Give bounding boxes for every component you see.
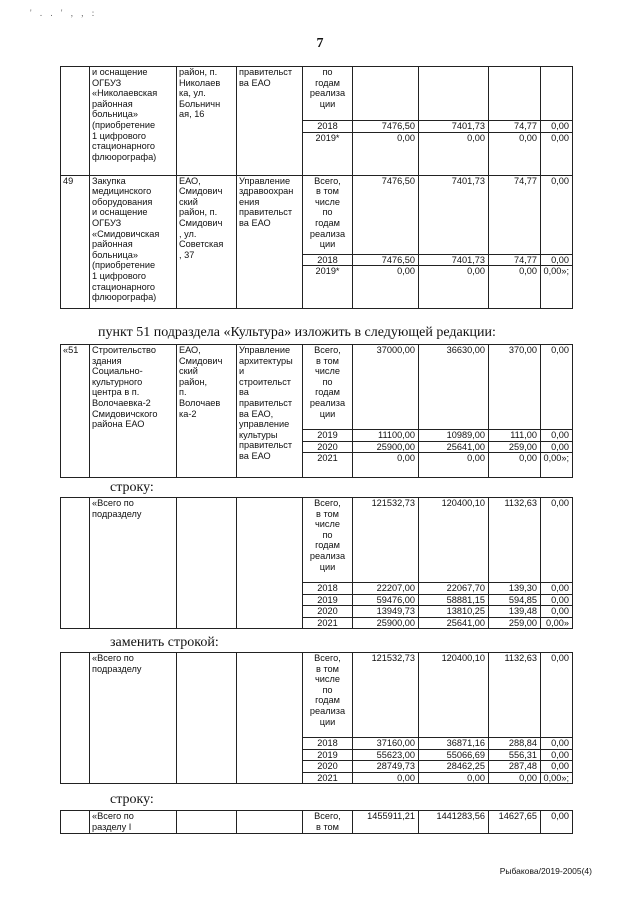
value-cell: 25641,00 xyxy=(419,441,489,453)
object-location: ЕАО, Смидович ский район, п. Волочаев ка-2 xyxy=(177,345,237,478)
total-value: 0,00 xyxy=(541,175,573,254)
year-cell: 2019* xyxy=(303,266,353,309)
total-value: 1132,63 xyxy=(489,653,541,738)
value-cell: 139,30 xyxy=(489,583,541,595)
total-value: 0,00 xyxy=(541,811,573,834)
value-cell: 0,00 xyxy=(419,132,489,175)
row-number: 49 xyxy=(61,175,90,309)
year-cell: 2019 xyxy=(303,430,353,442)
year-cell: 2019* xyxy=(303,132,353,175)
total-value: 370,00 xyxy=(489,345,541,430)
year-cell: 2021 xyxy=(303,453,353,478)
value-cell: 25900,00 xyxy=(353,441,419,453)
value-cell: 13810,25 xyxy=(419,606,489,618)
value-cell: 0,00 xyxy=(541,761,573,773)
total-value: 14627,65 xyxy=(489,811,541,834)
table-row xyxy=(61,811,573,834)
total-label: Всего, в том xyxy=(303,811,353,834)
total-value: 1455911,21 xyxy=(353,811,419,834)
value-cell: 0,00 xyxy=(419,266,489,309)
value-cell: 0,00 xyxy=(541,430,573,442)
total-label: Всего, в том числе по годам реализа ции xyxy=(303,345,353,430)
row-number xyxy=(61,653,90,784)
value-cell: 0,00 xyxy=(541,606,573,618)
object-name: и оснащение ОГБУЗ «Николаевская районная больница» (приобретение 1 цифрового стационарного флюорографа) xyxy=(90,67,177,176)
value-cell: 28749,73 xyxy=(353,761,419,773)
total-value: 0,00 xyxy=(541,653,573,738)
responsible-org: Управление архитектуры и строительст ва правительст ва ЕАО, управление культуры правительст ва ЕАО xyxy=(237,345,303,478)
total-label: Всего, в том числе по годам реализа ции xyxy=(303,175,353,254)
responsible-org: Управление здравоохран ения правительст ва ЕАО xyxy=(237,175,303,309)
total-value xyxy=(541,67,573,121)
footer-document-code: Рыбакова/2019-2005(4) xyxy=(499,866,592,876)
row-number xyxy=(61,498,90,629)
value-cell: 10989,00 xyxy=(419,430,489,442)
year-cell: 2018 xyxy=(303,121,353,133)
total-label: по годам реализа ции xyxy=(303,67,353,121)
value-cell: 7476,50 xyxy=(353,254,419,266)
value-cell: 0,00 xyxy=(489,132,541,175)
heading-row-label-2: строку: xyxy=(110,792,154,807)
object-name: «Всего по разделу I xyxy=(90,811,177,834)
value-cell: 0,00»; xyxy=(541,453,573,478)
responsible-org xyxy=(237,811,303,834)
value-cell: 13949,73 xyxy=(353,606,419,618)
value-cell: 0,00 xyxy=(489,266,541,309)
value-cell: 7476,50 xyxy=(353,121,419,133)
value-cell: 0,00 xyxy=(353,453,419,478)
object-location: ЕАО, Смидович ский район, п. Смидович , ул. Советская , 37 xyxy=(177,175,237,309)
year-cell: 2018 xyxy=(303,583,353,595)
object-name: Закупка медицинского оборудования и оснащение ОГБУЗ «Смидовичская районная больница» (приобретение 1 цифрового стационарного флюорографа) xyxy=(90,175,177,309)
year-cell: 2019 xyxy=(303,749,353,761)
page-number: 7 xyxy=(316,36,324,51)
year-cell: 2021 xyxy=(303,617,353,629)
value-cell: 0,00 xyxy=(541,121,573,133)
total-value: 120400,10 xyxy=(419,498,489,583)
value-cell: 22067,70 xyxy=(419,583,489,595)
table-row xyxy=(61,175,573,254)
object-location: район, п. Николаев ка, ул. Больничн ая, 16 xyxy=(177,67,237,176)
responsible-org xyxy=(237,498,303,629)
total-value: 37000,00 xyxy=(353,345,419,430)
value-cell: 0,00 xyxy=(353,132,419,175)
total-value: 120400,10 xyxy=(419,653,489,738)
total-value: 1441283,56 xyxy=(419,811,489,834)
value-cell: 74,77 xyxy=(489,121,541,133)
value-cell: 0,00 xyxy=(489,453,541,478)
value-cell: 0,00 xyxy=(541,254,573,266)
value-cell: 0,00 xyxy=(541,749,573,761)
corner-mark: ' . . ' , , : xyxy=(30,8,98,18)
total-value: 1132,63 xyxy=(489,498,541,583)
value-cell: 0,00 xyxy=(541,594,573,606)
object-name: «Всего по подразделу xyxy=(90,653,177,784)
table-row xyxy=(61,67,573,121)
value-cell: 25900,00 xyxy=(353,617,419,629)
year-cell: 2018 xyxy=(303,738,353,750)
total-value: 7476,50 xyxy=(353,175,419,254)
total-value: 121532,73 xyxy=(353,498,419,583)
total-value: 7401,73 xyxy=(419,175,489,254)
value-cell: 287,48 xyxy=(489,761,541,773)
value-cell: 0,00 xyxy=(353,266,419,309)
row-number: «51 xyxy=(61,345,90,478)
value-cell: 22207,00 xyxy=(353,583,419,595)
table-row xyxy=(61,653,573,738)
value-cell: 594,85 xyxy=(489,594,541,606)
table-item-51 xyxy=(60,344,573,478)
total-value: 0,00 xyxy=(541,345,573,430)
value-cell: 259,00 xyxy=(489,441,541,453)
total-label: Всего, в том числе по годам реализа ции xyxy=(303,498,353,583)
value-cell: 0,00»; xyxy=(541,266,573,309)
heading-culture-item-51: пункт 51 подраздела «Культура» изложить в следующей редакции: xyxy=(98,325,496,340)
value-cell: 25641,00 xyxy=(419,617,489,629)
value-cell: 259,00 xyxy=(489,617,541,629)
value-cell: 58881,15 xyxy=(419,594,489,606)
table-items-48-49 xyxy=(60,66,573,309)
year-cell: 2021 xyxy=(303,772,353,784)
value-cell: 288,84 xyxy=(489,738,541,750)
value-cell: 139,48 xyxy=(489,606,541,618)
object-name: «Всего по подразделу xyxy=(90,498,177,629)
total-value: 36630,00 xyxy=(419,345,489,430)
year-cell: 2018 xyxy=(303,254,353,266)
value-cell: 59476,00 xyxy=(353,594,419,606)
value-cell: 0,00 xyxy=(419,453,489,478)
value-cell: 0,00 xyxy=(419,772,489,784)
object-location xyxy=(177,498,237,629)
year-cell: 2020 xyxy=(303,441,353,453)
value-cell: 0,00 xyxy=(541,132,573,175)
year-cell: 2020 xyxy=(303,606,353,618)
table-subsection-total-new xyxy=(60,652,573,784)
total-value xyxy=(353,67,419,121)
value-cell: 0,00 xyxy=(541,583,573,595)
total-label: Всего, в том числе по годам реализа ции xyxy=(303,653,353,738)
table-subsection-total-old xyxy=(60,497,573,629)
object-location xyxy=(177,653,237,784)
value-cell: 74,77 xyxy=(489,254,541,266)
value-cell: 55623,00 xyxy=(353,749,419,761)
total-value xyxy=(489,67,541,121)
table-row xyxy=(61,345,573,430)
value-cell: 0,00 xyxy=(489,772,541,784)
table-row xyxy=(61,498,573,583)
object-location xyxy=(177,811,237,834)
value-cell: 37160,00 xyxy=(353,738,419,750)
total-value: 74,77 xyxy=(489,175,541,254)
value-cell: 0,00»; xyxy=(541,772,573,784)
table-section-total xyxy=(60,810,573,834)
total-value: 121532,73 xyxy=(353,653,419,738)
value-cell: 7401,73 xyxy=(419,254,489,266)
object-name: Строительство здания Социально- культурного центра в п. Волочаевка-2 Смидовичского района ЕАО xyxy=(90,345,177,478)
value-cell: 7401,73 xyxy=(419,121,489,133)
value-cell: 11100,00 xyxy=(353,430,419,442)
heading-row-label: строку: xyxy=(110,480,154,495)
value-cell: 0,00 xyxy=(541,441,573,453)
row-number xyxy=(61,67,90,176)
value-cell: 55066,69 xyxy=(419,749,489,761)
value-cell: 0,00 xyxy=(353,772,419,784)
heading-replace-with: заменить строкой: xyxy=(110,635,219,650)
value-cell: 111,00 xyxy=(489,430,541,442)
row-number xyxy=(61,811,90,834)
value-cell: 36871,16 xyxy=(419,738,489,750)
year-cell: 2020 xyxy=(303,761,353,773)
value-cell: 28462,25 xyxy=(419,761,489,773)
total-value xyxy=(419,67,489,121)
responsible-org xyxy=(237,653,303,784)
responsible-org: правительст ва ЕАО xyxy=(237,67,303,176)
total-value: 0,00 xyxy=(541,498,573,583)
year-cell: 2019 xyxy=(303,594,353,606)
value-cell: 0,00» xyxy=(541,617,573,629)
value-cell: 556,31 xyxy=(489,749,541,761)
value-cell: 0,00 xyxy=(541,738,573,750)
